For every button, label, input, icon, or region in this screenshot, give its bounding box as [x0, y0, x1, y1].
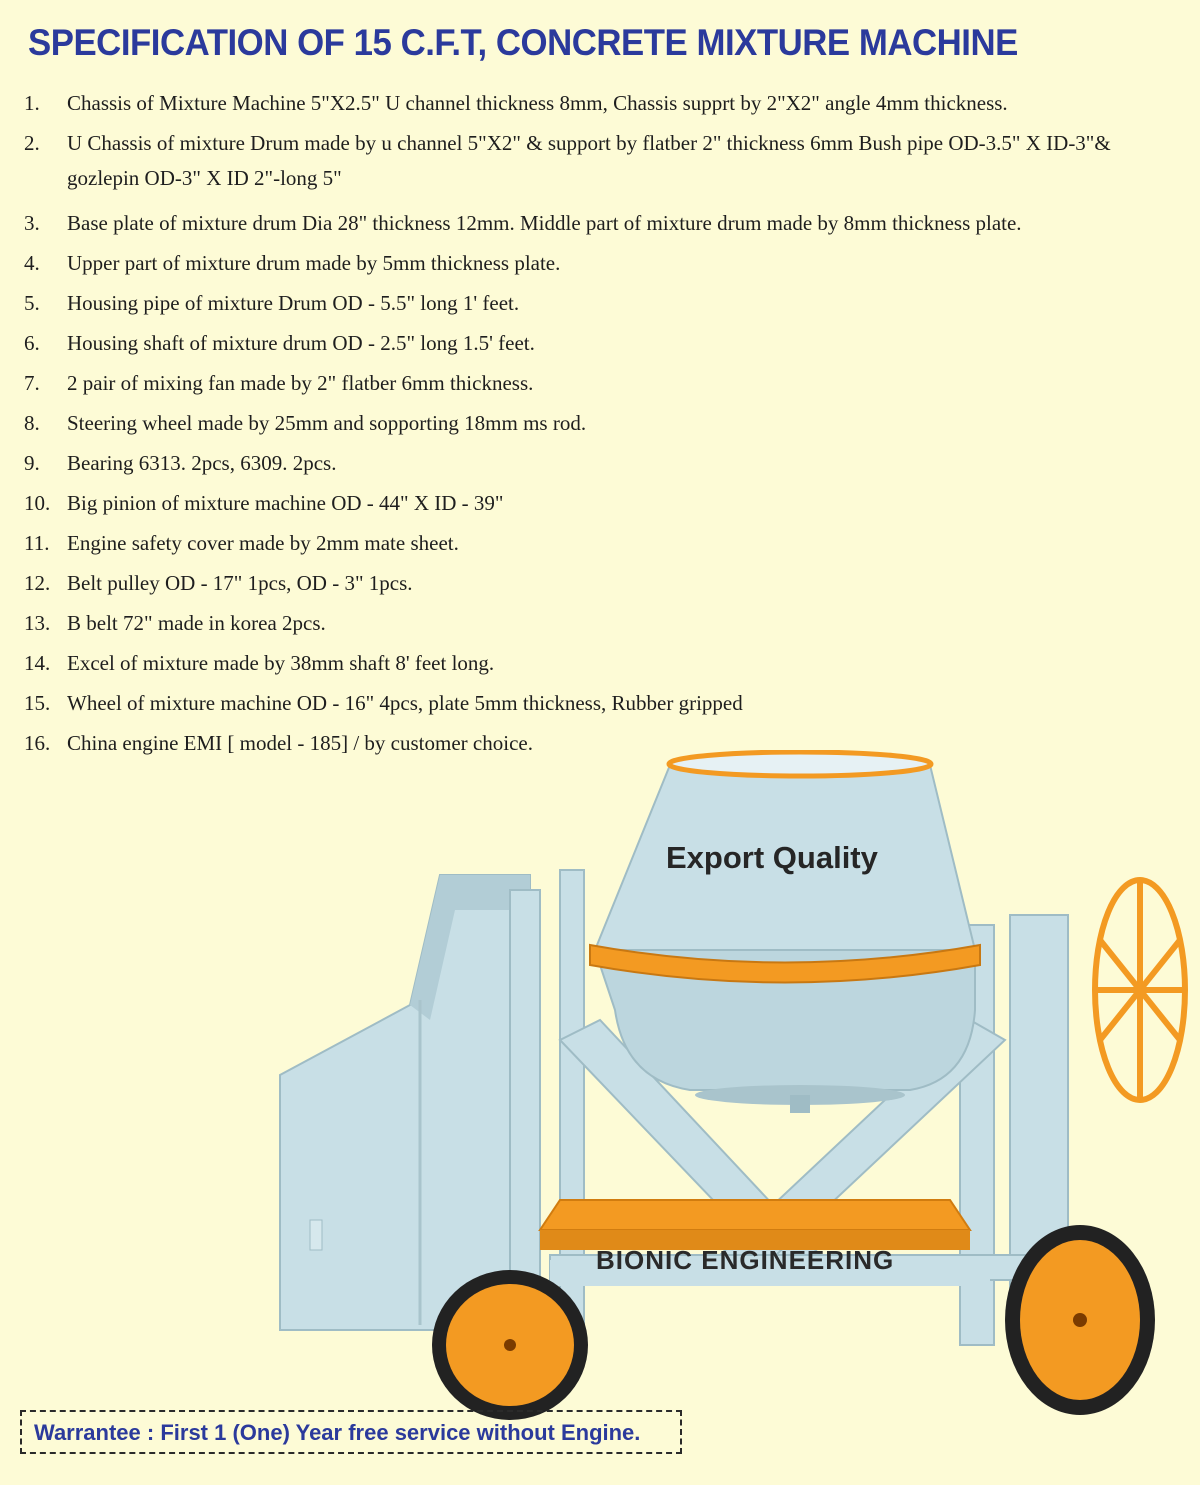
spec-text: U Chassis of mixture Drum made by u channel 5"X2" & support by flatber 2" thickness 6mm Bush pipe OD-3.5" X ID-3"& gozlepin OD-3" X ID 2"-long 5": [67, 131, 1111, 190]
spec-text: B belt 72" made in korea 2pcs.: [67, 611, 326, 635]
spec-text: Wheel of mixture machine OD - 16" 4pcs, plate 5mm thickness, Rubber gripped: [67, 691, 743, 715]
spec-number: 16.: [24, 731, 51, 755]
spec-item: [24, 528, 1184, 558]
spec-item: [24, 608, 1184, 638]
page-title: SPECIFICATION OF 15 C.F.T, CONCRETE MIXTURE MACHINE: [28, 22, 1018, 63]
spec-number: 6.: [24, 331, 40, 355]
spec-item: [24, 208, 1184, 238]
export-quality-label: Export Quality: [666, 840, 878, 875]
front-wheel: [432, 1270, 588, 1420]
spec-number: 9.: [24, 451, 40, 475]
spec-text: Belt pulley OD - 17" 1pcs, OD - 3" 1pcs.: [67, 571, 413, 595]
brand-label: BIONIC ENGINEERING: [596, 1245, 895, 1275]
spec-text: Engine safety cover made by 2mm mate sheet.: [67, 531, 459, 555]
spec-number: 3.: [24, 211, 40, 235]
steering-wheel: [1095, 880, 1185, 1100]
spec-number: 5.: [24, 291, 40, 315]
spec-text: Excel of mixture made by 38mm shaft 8' feet long.: [67, 651, 495, 675]
spec-number: 11.: [24, 531, 50, 555]
spec-item: [24, 488, 1184, 518]
warranty-box: [20, 1410, 682, 1454]
spec-item: [24, 648, 1184, 678]
spec-number: 15.: [24, 691, 51, 715]
spec-text: Bearing 6313. 2pcs, 6309. 2pcs.: [67, 451, 337, 475]
spec-number: 13.: [24, 611, 51, 635]
spec-item: [24, 288, 1184, 318]
platform: [540, 1200, 970, 1250]
spec-text: Steering wheel made by 25mm and sopporting 18mm ms rod.: [67, 411, 587, 435]
spec-item: [24, 88, 1184, 118]
spec-item: [24, 126, 1184, 196]
warranty-text: Warrantee : First 1 (One) Year free service without Engine.: [34, 1420, 641, 1445]
spec-number: 8.: [24, 411, 40, 435]
spec-text: Housing pipe of mixture Drum OD - 5.5" long 1' feet.: [67, 291, 520, 315]
spec-text: Upper part of mixture drum made by 5mm thickness plate.: [67, 251, 561, 275]
spec-number: 1.: [24, 91, 40, 115]
spec-item: [24, 248, 1184, 278]
spec-text: 2 pair of mixing fan made by 2" flatber 6mm thickness.: [67, 371, 534, 395]
spec-number: 14.: [24, 651, 51, 675]
rear-wheel: [1005, 1225, 1155, 1415]
spec-number: 4.: [24, 251, 40, 275]
spec-item: [24, 688, 1184, 718]
spec-text: Chassis of Mixture Machine 5"X2.5" U channel thickness 8mm, Chassis supprt by 2"X2" angle 4mm thickness.: [67, 91, 1008, 115]
spec-text: China engine EMI [ model - 185] / by customer choice.: [67, 731, 533, 755]
spec-number: 7.: [24, 371, 40, 395]
engine-cover: [280, 875, 530, 1330]
spec-item: [24, 408, 1184, 438]
specification-list: [24, 88, 1184, 758]
spec-item: [24, 448, 1184, 478]
spec-text: Big pinion of mixture machine OD - 44" X ID - 39": [67, 491, 504, 515]
spec-item: [24, 328, 1184, 358]
spec-number: 2.: [24, 131, 40, 155]
spec-item: [24, 368, 1184, 398]
spec-number: 12.: [24, 571, 51, 595]
mixer-drum: [590, 752, 980, 1113]
spec-text: Housing shaft of mixture drum OD - 2.5" long 1.5' feet.: [67, 331, 535, 355]
spec-text: Base plate of mixture drum Dia 28" thickness 12mm. Middle part of mixture drum made by 8mm thickness plate.: [67, 211, 1022, 235]
spec-item: [24, 568, 1184, 598]
spec-number: 10.: [24, 491, 51, 515]
